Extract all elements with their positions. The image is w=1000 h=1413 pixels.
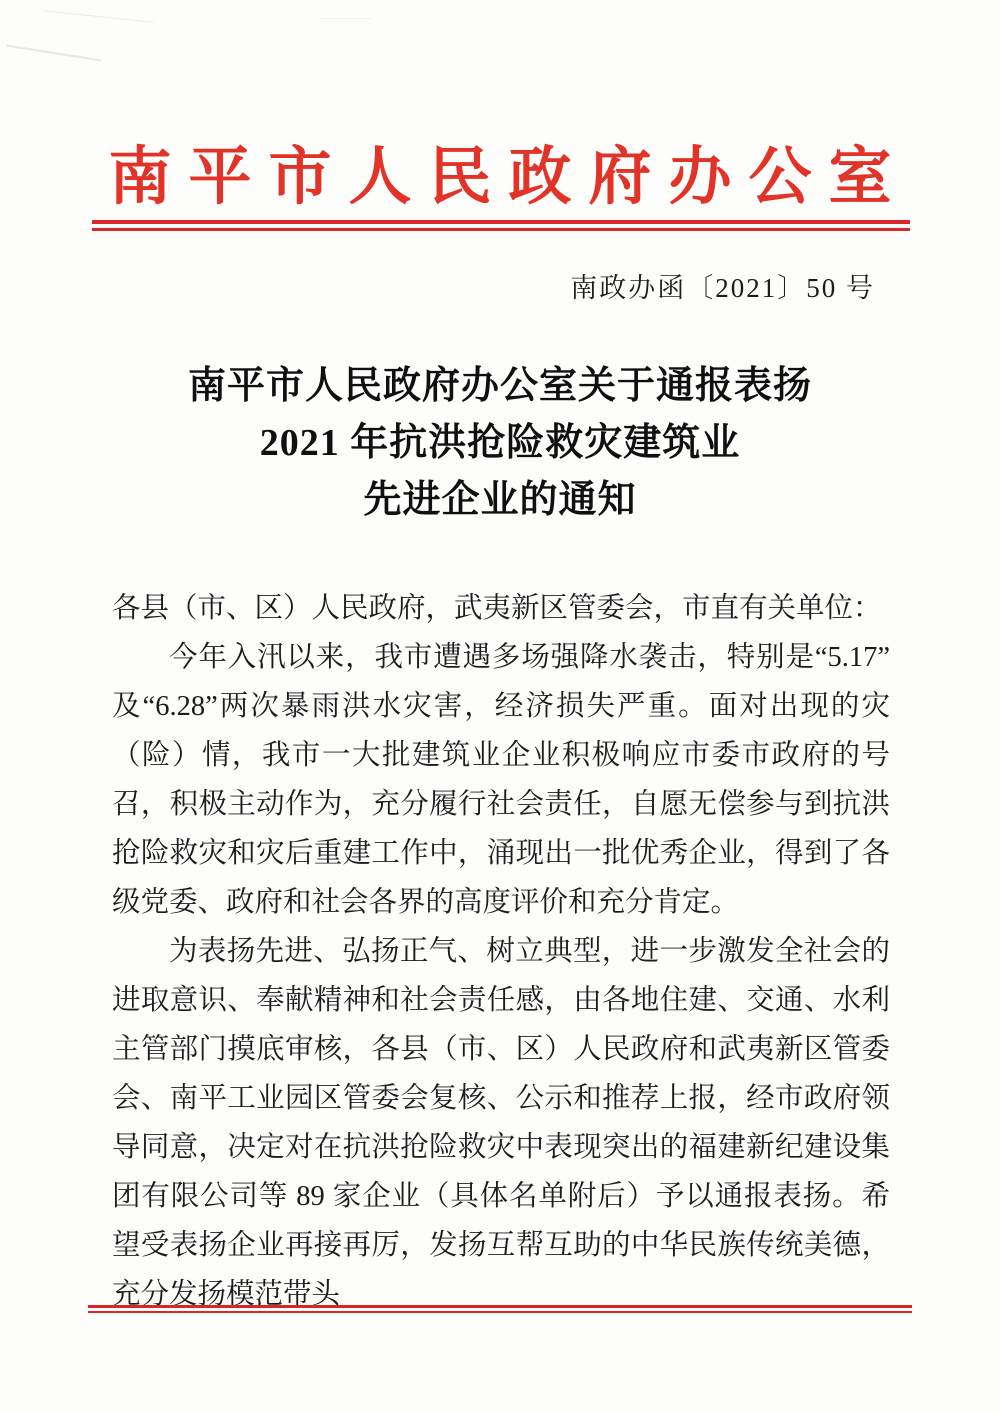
title-line-3: 先进企业的通知 bbox=[363, 479, 637, 521]
salutation-line: 各县（市、区）人民政府，武夷新区管委会，市直有关单位： bbox=[112, 593, 882, 624]
agency-letterhead: 南平市人民政府办公室 bbox=[108, 142, 909, 212]
body-paragraph-1: 今年入汛以来，我市遭遇多场强降水袭击，特别是“5.17”及“6.28”两次暴雨洪水灾害，经济损失严重。面对出现的灾（险）情，我市一大批建筑业企业积极响应市委市政府的号召，积极主动作为，充分履行社会责任，自愿无偿参与到抗洪抢险救灾和灾后重建工作中，涌现出一批优秀企业，得到了各级党委、政府和社会各界的高度评价和充分肯定。 bbox=[112, 642, 890, 918]
body-paragraph-2: 为表扬先进、弘扬正气、树立典型，进一步激发全社会的进取意识、奉献精神和社会责任感，由各地住建、交通、水利主管部门摸底审核，各县（市、区）人民政府和武夷新区管委会、南平工业园区管委会复核、公示和推荐上报，经市政府领导同意，决定对在抗洪抢险救灾中表现突出的福建新纪建设集团有限公司等 89 家企业（具体名单附后）予以通报表扬。希望受表扬企业再接再厉，发扬互帮互助的中华民族传统美德，充分发扬模范带头 bbox=[112, 936, 890, 1310]
scan-artifact bbox=[320, 18, 370, 19]
footer-divider bbox=[88, 1305, 912, 1313]
scan-artifact bbox=[6, 45, 101, 62]
header-divider bbox=[92, 220, 910, 231]
title-line-2: 2021 年抗洪抢险救灾建筑业 bbox=[259, 422, 741, 464]
scan-artifact bbox=[42, 10, 153, 23]
title-line-1: 南平市人民政府办公室关于通报表扬 bbox=[187, 365, 812, 407]
document-number: 南政办函〔2021〕50 号 bbox=[570, 273, 875, 303]
document-body bbox=[112, 584, 890, 1319]
document-title bbox=[0, 358, 1000, 529]
